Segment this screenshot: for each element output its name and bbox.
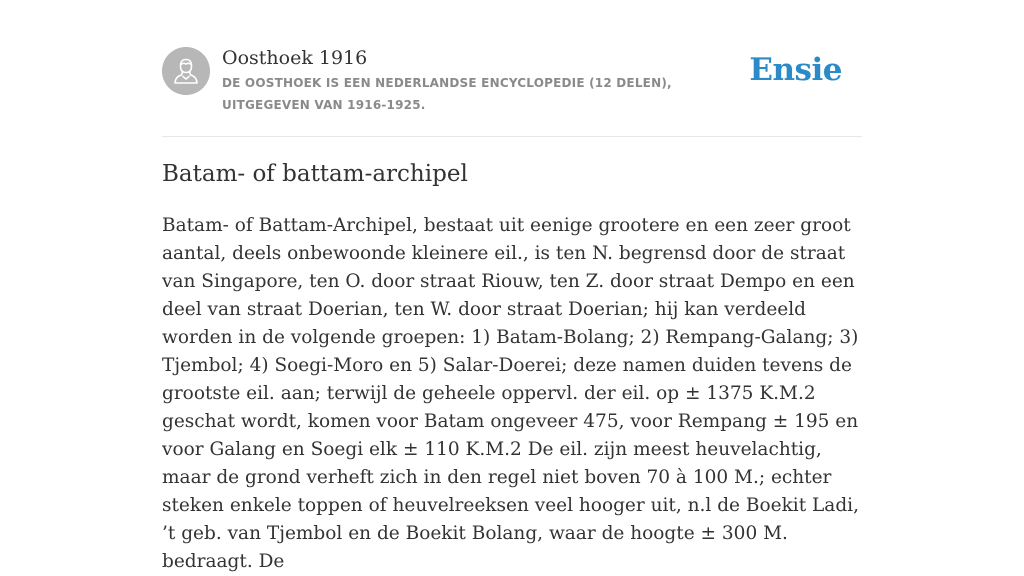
source-title[interactable]: Oosthoek 1916 [222, 47, 368, 69]
page-container [162, 0, 862, 572]
brand-logo[interactable]: Ensie [749, 52, 842, 88]
source-description: DE OOSTHOEK IS EEN NEDERLANDSE ENCYCLOPEDIE (12 DELEN), UITGEGEVEN VAN 1916-1925. [222, 76, 672, 112]
avatar-silhouette [162, 47, 210, 95]
source-header [162, 0, 862, 137]
entry-title: Batam- of battam-archipel [162, 161, 468, 187]
user-avatar-icon[interactable] [162, 47, 210, 95]
entry-body: Batam- of Battam-Archipel, bestaat uit eenige grootere en een zeer groot aantal, deels onbewoonde kleinere eil., is ten N. begrensd door de straat van Singapore, ten O. door straat Riouw, ten Z. door straat Dempo en een deel van straat Doerian, ten W. door straat Doerian; hij kan verdeeld worden in de volgende groepen: 1) Batam-Bolang; 2) Rempang-Galang; 3) Tjembol; 4) Soegi-Moro en 5) Salar-Doerei; deze namen duiden tevens de grootste eil. aan; terwijl de geheele oppervl. der eil. op ± 1375 K.M.2 geschat wordt, komen voor Batam ongeveer 475, voor Rempang ± 195 en voor Galang en Soegi elk ± 110 K.M.2 De eil. zijn meest heuvelachtig, maar de grond verheft zich in den regel niet boven 70 à 100 M.; echter steken enkele toppen of heuvelreeksen veel hooger uit, n.l de Boekit Ladi, ’t geb. van Tjembol en de Boekit Bolang, waar de hoogte ± 300 M. bedraagt. De [162, 215, 859, 572]
